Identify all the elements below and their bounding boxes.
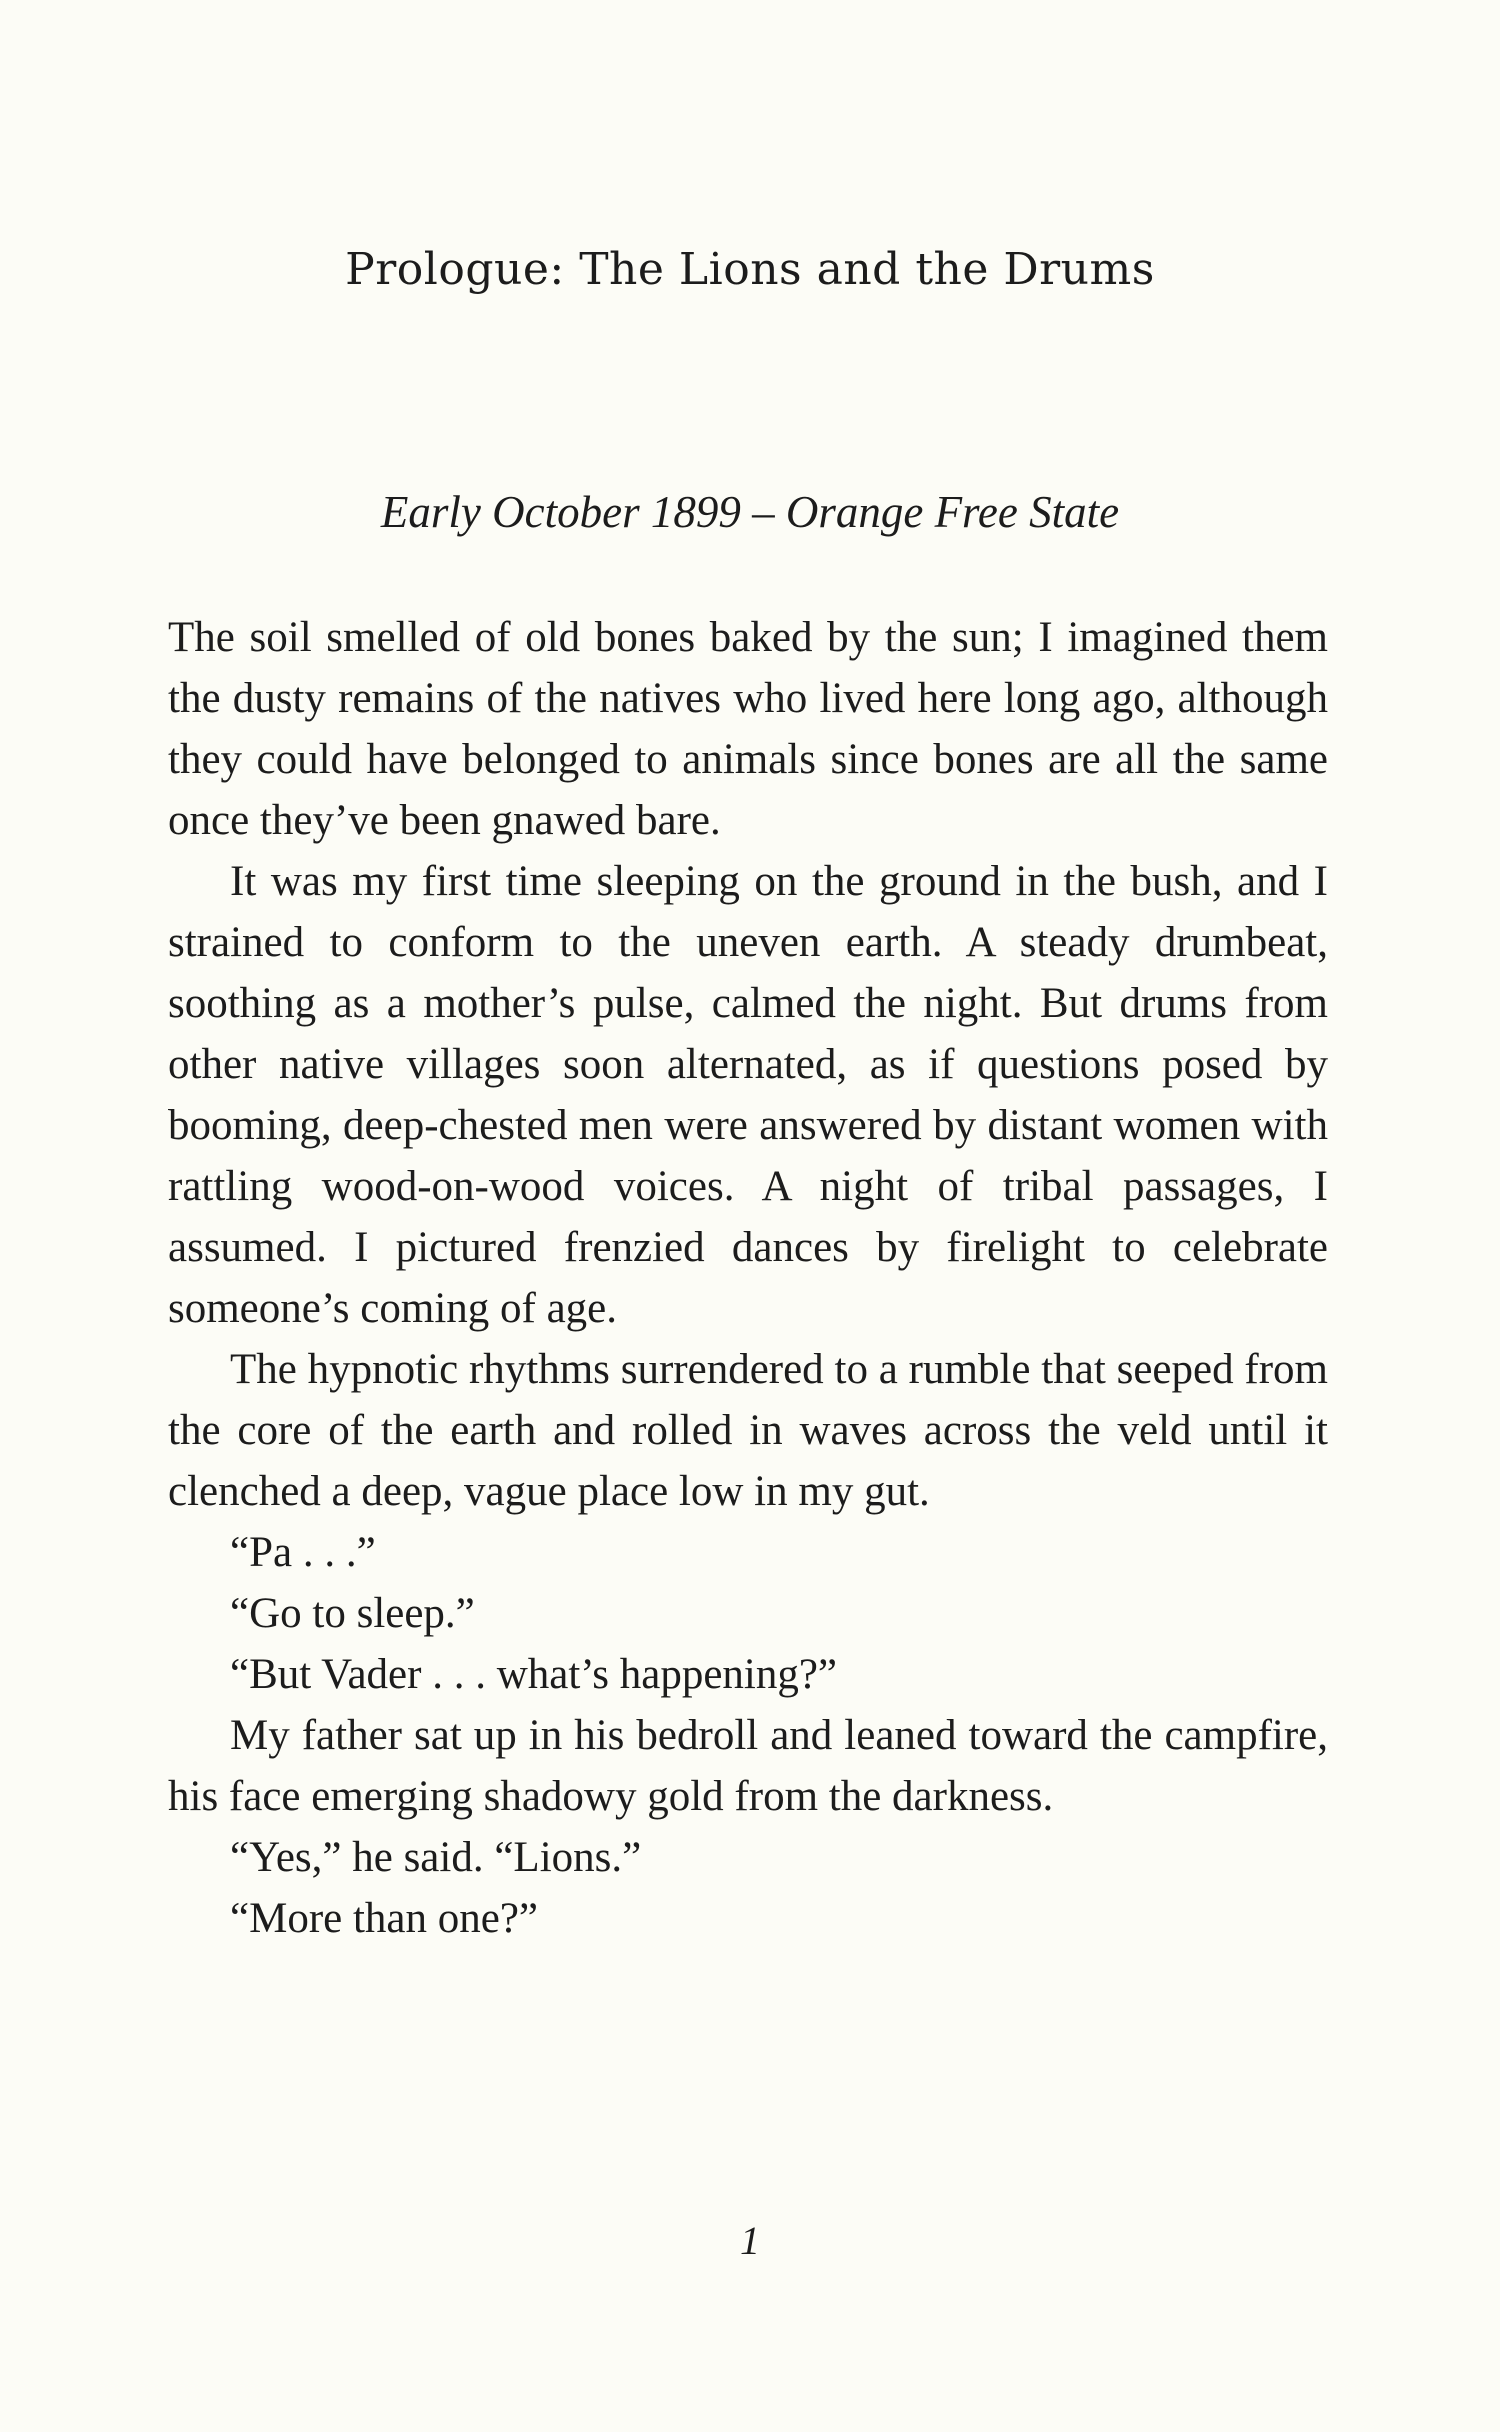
chapter-title: Prologue: The Lions and the Drums [345, 244, 1155, 295]
paragraph: It was my first time sleeping on the ground in the bush, and I strained to conform to the uneven earth. A steady drumbeat, soothing as a mother’s pulse, calmed the night. But drums from other native villages soon alternated, as if questions posed by booming, deep-chested men were answered by distant women with rattling wood-on-wood voices. A night of tribal passages, I assumed. I pictured frenzied dances by firelight to celebrate someone’s coming of age. [168, 858, 1328, 1332]
dialogue-line: “More than one?” [230, 1895, 539, 1942]
chapter-subtitle: Early October 1899 – Orange Free State [380, 487, 1120, 537]
paragraph: The soil smelled of old bones baked by the sun; I imagined them the dusty remains of the natives who lived here long ago, although they could have belonged to animals since bones are all the same once they’ve been gnawed bare. [168, 614, 1328, 844]
dialogue-line: “But Vader . . . what’s happening?” [230, 1651, 838, 1698]
dialogue-line: “Yes,” he said. “Lions.” [230, 1834, 642, 1881]
paragraph: My father sat up in his bedroll and leaned toward the campfire, his face emerging shadowy gold from the darkness. [168, 1712, 1328, 1820]
dialogue-line: “Go to sleep.” [230, 1590, 475, 1637]
paragraph: The hypnotic rhythms surrendered to a rumble that seeped from the core of the earth and rolled in waves across the veld until it clenched a deep, vague place low in my gut. [168, 1346, 1328, 1515]
dialogue-line: “Pa . . .” [230, 1529, 376, 1576]
page-number: 1 [740, 2218, 760, 2263]
body-text [168, 607, 1328, 1949]
